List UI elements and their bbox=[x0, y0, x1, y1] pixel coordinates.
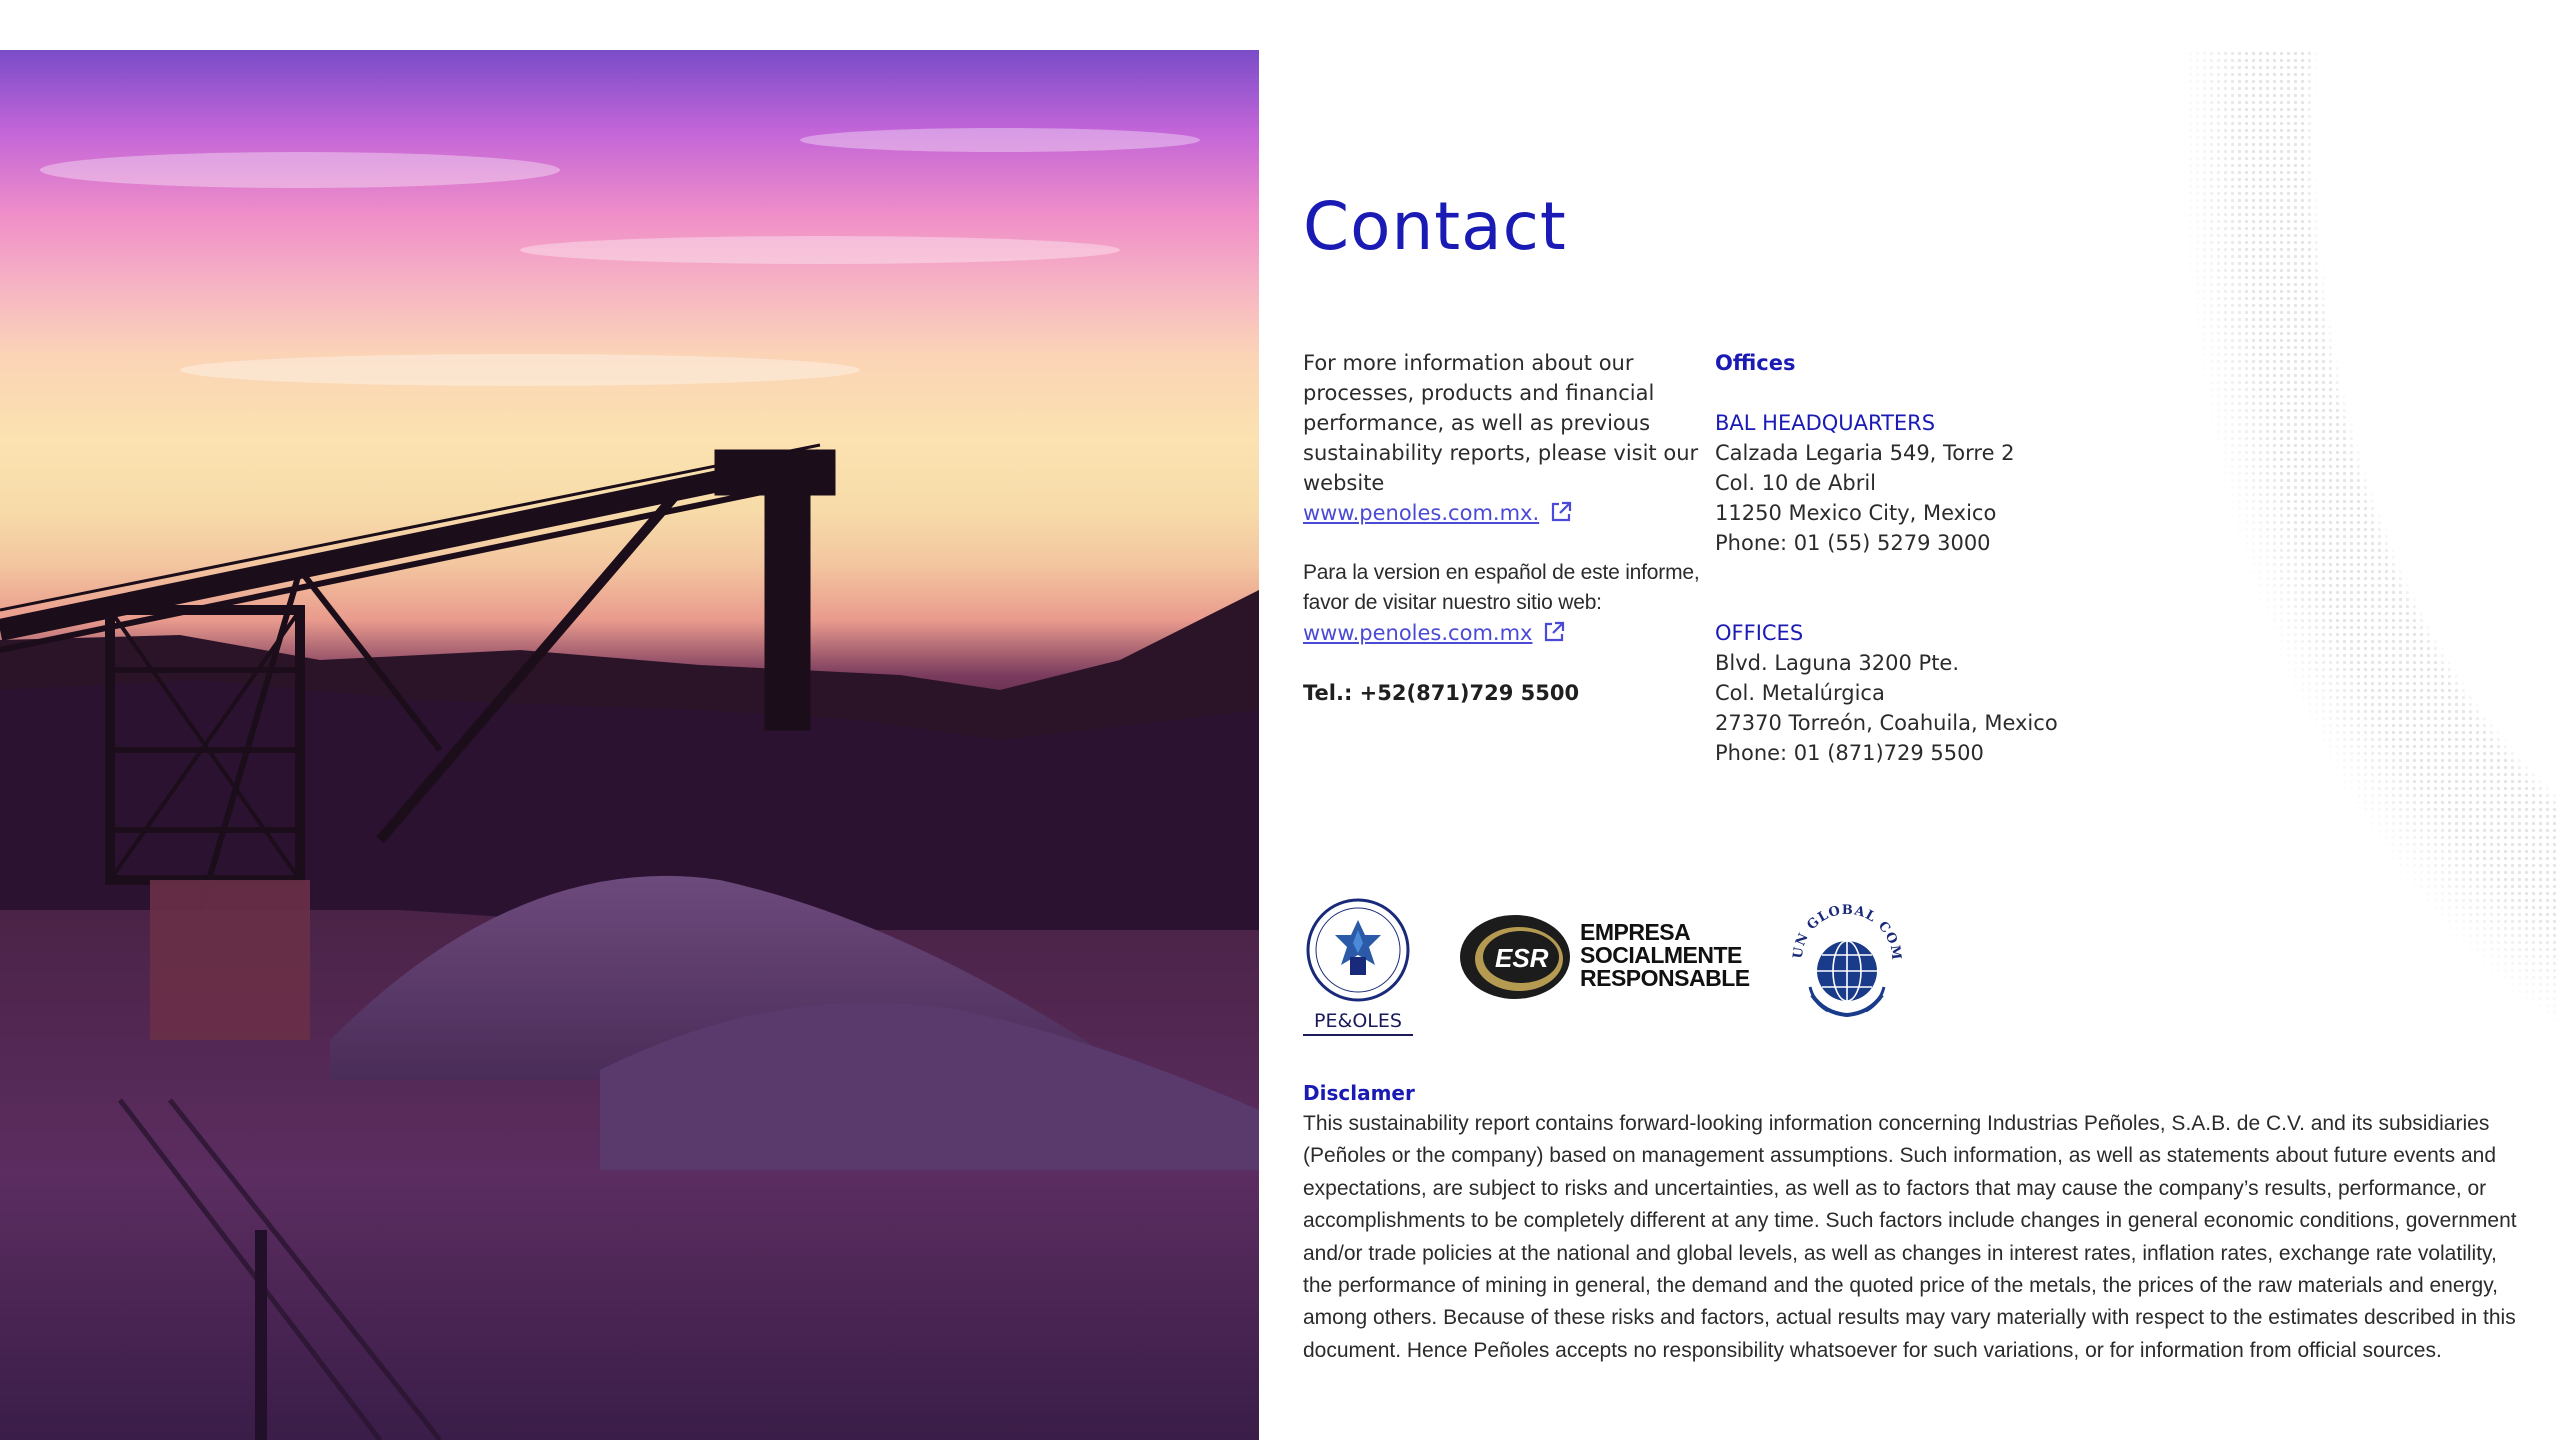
external-link-icon[interactable] bbox=[1542, 620, 1566, 644]
esr-line-2: SOCIALMENTE bbox=[1580, 942, 1742, 968]
un-globe-icon bbox=[1784, 895, 1909, 1025]
penoles-logo-label: PE&OLES bbox=[1303, 1008, 1413, 1036]
esr-line-3: RESPONSABLE bbox=[1580, 965, 1750, 991]
esr-badge-text: ESR bbox=[1495, 943, 1549, 973]
hq-name: BAL HEADQUARTERS bbox=[1715, 411, 1936, 435]
website-link-row-es bbox=[1303, 618, 1703, 648]
esr-wordmark bbox=[1580, 921, 1750, 990]
external-link-icon[interactable] bbox=[1549, 500, 1573, 524]
esr-logo bbox=[1455, 907, 1750, 1007]
office-address-line1: Blvd. Laguna 3200 Pte. bbox=[1715, 651, 1960, 675]
decorative-dot-swirl bbox=[2180, 50, 2560, 1050]
hq-address-line2: Col. 10 de Abril bbox=[1715, 471, 1877, 495]
phone-number: Tel.: +52(871)729 5500 bbox=[1303, 681, 1580, 705]
office-phone: Phone: 01 (871)729 5500 bbox=[1715, 741, 1984, 765]
spanish-version-note: Para la version en español de este informe, favor de visitar nuestro sitio web: bbox=[1303, 561, 1700, 614]
offices-column bbox=[1715, 348, 2135, 768]
website-link-en[interactable]: www.penoles.com.mx. bbox=[1303, 501, 1540, 525]
certification-logos bbox=[1303, 895, 1943, 1045]
hero-photo bbox=[0, 50, 1259, 1440]
offices-heading: Offices bbox=[1715, 351, 1796, 375]
office-address-line2: Col. Metalúrgica bbox=[1715, 681, 1885, 705]
office-address-line3: 27370 Torreón, Coahuila, Mexico bbox=[1715, 711, 2058, 735]
penoles-seal-icon bbox=[1303, 895, 1413, 1005]
website-link-row bbox=[1303, 498, 1703, 528]
esr-line-1: EMPRESA bbox=[1580, 919, 1691, 945]
hq-address-line1: Calzada Legaria 549, Torre 2 bbox=[1715, 441, 2015, 465]
hq-phone: Phone: 01 (55) 5279 3000 bbox=[1715, 531, 1991, 555]
website-link-es[interactable]: www.penoles.com.mx bbox=[1303, 621, 1533, 645]
esr-badge-icon bbox=[1455, 907, 1575, 1007]
intro-text: For more information about our processes, products and financial performance, as well as previous sustainability reports, please visit our website bbox=[1303, 351, 1699, 495]
disclaimer-body: This sustainability report contains forward-looking information concerning Industrias Peñoles, S.A.B. de C.V. and its subsidiaries (Peñoles or the company) based on management assumptions. Such information, as well as statements about future events and expectations, are subject to risks and uncertainties, as well as to factors that may cause the company’s results, performance, or accomplishments to be completely different at any time. Such factors include changes in general economic conditions, government and/or trade policies at the national and global levels, as well as changes in interest rates, inflation rates, exchange rate volatility, the performance of mining in general, the demand and the quoted price of the metals, the prices of the raw materials and energy, among others. Because of these risks and factors, actual results may vary materially with respect to the estimates described in this document. Hence Peñoles accepts no responsibility whatsoever for such variations, or for information from official sources. bbox=[1303, 1112, 2517, 1362]
mining-conveyor-illustration bbox=[0, 50, 1259, 1440]
penoles-logo bbox=[1303, 895, 1413, 1040]
hq-address-line3: 11250 Mexico City, Mexico bbox=[1715, 501, 1997, 525]
office-name: OFFICES bbox=[1715, 621, 1804, 645]
disclaimer-section bbox=[1303, 1078, 2523, 1367]
page-title: Contact bbox=[1303, 188, 1567, 265]
un-arc-text: UN GLOBAL COM bbox=[1790, 902, 1904, 962]
contact-info-column bbox=[1303, 348, 1703, 708]
disclaimer-heading: Disclamer bbox=[1303, 1081, 1415, 1105]
un-global-compact-logo bbox=[1784, 895, 1909, 1025]
